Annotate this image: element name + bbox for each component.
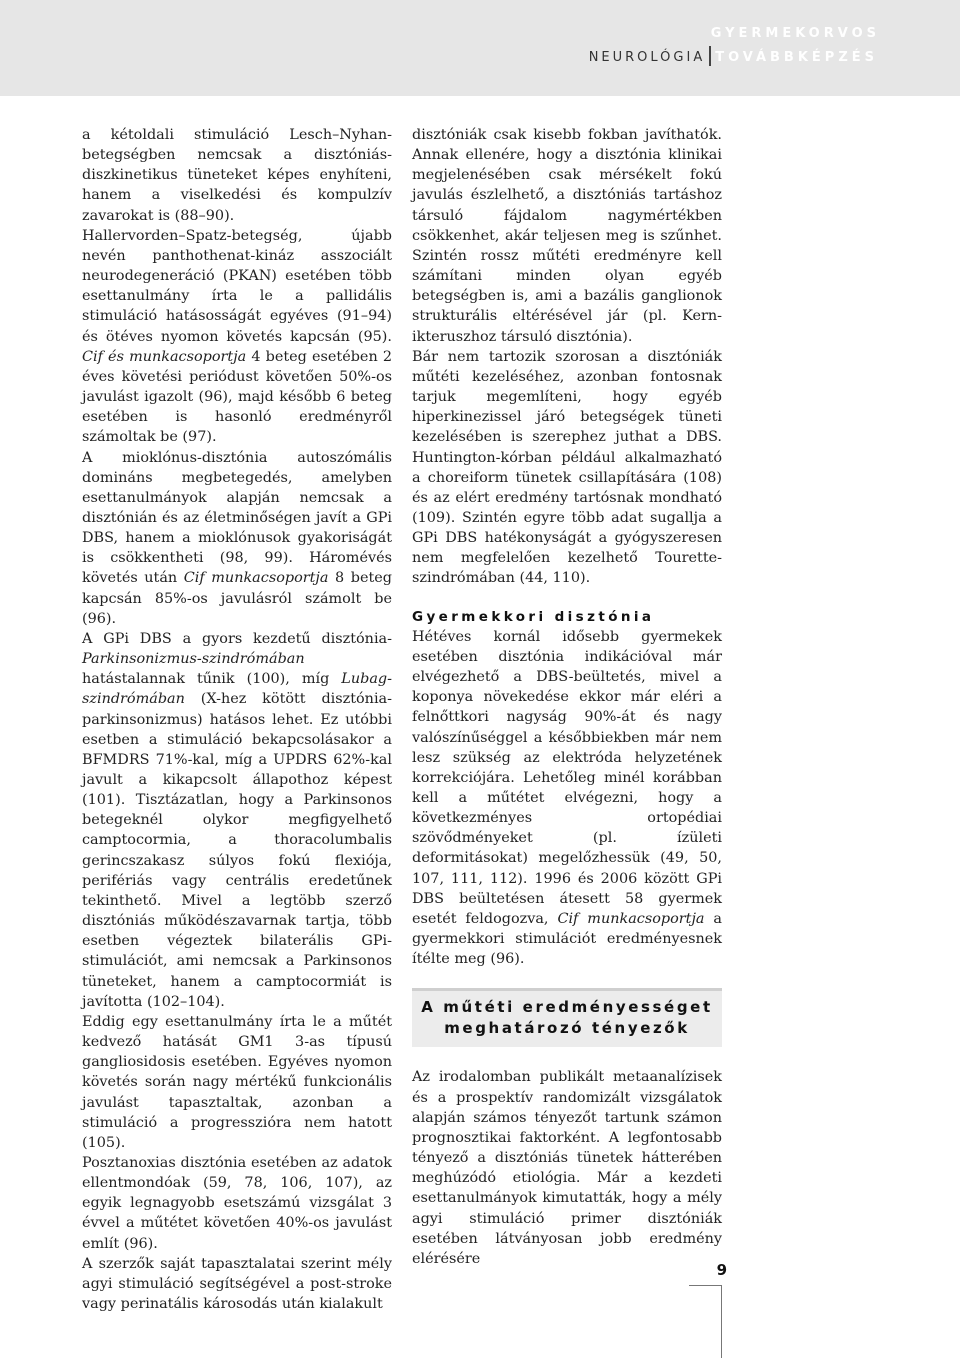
box-heading-line: A műtéti eredményességet [421,998,713,1017]
paragraph: Bár nem tartozik szorosan a disztóniák műtéti kezeléséhez, azonban fontosnak tarjuk megemlíteni, hogy egyéb hiperkinezissel járó betegségek tüneti kezelésében is szerephez juthat a DBS. Huntington-kórban például alkalmazható a choreiform tünetek csillapítására (108) és az elért eredmény tartósnak mondható (109). Szintén egyre több adat sugallja a GPi DBS hatékonyságát a gyógyszeresen nem megfelelően kezelhető Tourette-szindrómában (44, 110). [412,348,722,587]
paragraph: Hallervorden–Spatz-betegség, újabb nevén panthothenat-kináz asszociált neurodegeneráció (PKAN) esetében több esettanulmány írta le a pallidális stimuláció hatásosságát egyéves (91–94) és ötéves nyomon követés kapcsán (95). Cif és munkacsoportja 4 beteg esetében 2 éves követési periódust követően 50%-os javulást igazolt (96), majd később 6 beteg esetében is hasonló eredményről számoltak be (97). [82,227,392,446]
journal-title: GYERMEKORVOS [710,26,880,41]
page-number-rule-vertical [721,1285,722,1358]
paragraph: a kétoldali stimuláció Lesch–Nyhan-betegségben nemcsak a disztóniás-diszkinetikus tüneteket képes enyhíteni, hanem a viselkedési és kompulzív zavarokat is (88–90). [82,127,392,224]
section-heading-box [412,988,722,1047]
left-column [82,125,392,1314]
right-column [412,125,722,1269]
paragraph: disztóniák csak kisebb fokban javíthatók. Annak ellenére, hogy a disztónia klinikai megjelenésében csak mérsékelt fokú javulás észlelhető, a disztóniás tartáshoz társuló fájdalom nagymértékben csökkenhet, akár teljesen meg is szűnhet. Szintén rossz műtéti eredményre kell számítani minden olyan egyéb betegségben is, ami a bazális ganglionok strukturális eltérésével jár (pl. Kern-ikteruszhoz társuló disztónia). [412,127,722,345]
page-number-rule [689,1285,721,1286]
section-neurologia: NEUROLÓGIA [588,50,706,65]
header-divider [709,46,711,66]
paragraph: Hétéves kornál idősebb gyermekek esetében disztónia indikációval már elvégezhető a DBS-beültetés, mivel a koponya növekedése ekkor már eléri a felnőttkori nagyság 90%-át és nagy valószínűséggel a későbbiekben már nem lesz szükség az elektróda helyzetének korrekciójára. Lehetőleg minél korábban kell a műtétet elvégezni, hogy a következményes ortopédiai szövődményeket (pl. ízületi deformitásokat) megelőzhessük (49, 50, 107, 111, 112). 1996 és 2006 között GPi DBS beültetésen átesett 58 gyermek esetét feldogozva, Cif munkacsoportja a gyermekkori stimulációt eredményesnek ítélte meg (96). [412,628,722,968]
paragraph: A mioklónus-disztónia autoszómális domináns megbetegedés, amelyben esettanulmányok alapján nemcsak a disztónián és az életminőségen javít a GPi DBS, hanem a mioklónusok gyakoriságát is csökkentheti (98, 99). Háromévés követés után Cif munkacsoportja 8 beteg kapcsán 85%-os javulásról számolt be (96). [82,449,392,627]
page-number: 9 [716,1261,727,1279]
paragraph: A GPi DBS a gyors kezdetű disztónia-Parkinsonizmus-szindrómában hatástalannak tűnik (100), míg Lubag-szindrómában (X-hez kötött disztónia-parkinsonizmus) hatásos lehet. Ez utóbbi esetben a stimuláció bekapcsolásakor a BFMDRS 71%-kal, míg a UPDRS 62%-kal javult a kikapcsolt állapothoz képest (101). Tisztázatlan, hogy a Parkinsonos betegeknél olykor megfigyelhető camptocormia, a thoracolumbalis gerincszakasz súlyos fokú flexiója, perifériás vagy centrális eredetűnek tekinthető. Mivel a legtöbb szerző disztóniás működészavarnak tartja, több esetben végeztek bilaterális GPi-stimulációt, ami nemcsak a Parkinsonos tüneteket, hanem a camptocormiát is javította (102–104). [82,630,392,1010]
paragraph: Az irodalomban publikált metaanalízisek és a prospektív randomizált vizsgálatok alapján számos tényezőt tartunk számon prognosztikai faktorként. A legfontosabb tényező a disztóniás tünetek hátterében meghúzódó etiológia. Már a kezdeti esettanulmányok kimutatták, hogy a mély agyi stimuláció primer disztóniák esetében látványosan jobb eredmény elérésére [412,1069,722,1267]
paragraph: Posztanoxias disztónia esetében az adatok ellentmondóak (59, 78, 106, 107), az egyik legnagyobb esetszámú vizsgálat 3 évvel a műtétet követően 40%-os javulást említ (96). [82,1154,392,1252]
paragraph: A szerzők saját tapasztalatai szerint mély agyi stimuláció segítségével a post-stroke vagy perinatális károsodás után kialakult [82,1255,392,1313]
box-heading-line: meghatározó tényezők [444,1019,690,1038]
section-heading: Gyermekkori disztónia [412,608,655,625]
section-tovabbkepzes: TOVÁBBKÉPZÉS [715,50,878,65]
section-label [589,46,878,66]
paragraph: Eddig egy esettanulmány írta le a műtét kedvező hatását GM1 3-as típusú gangliosidosis esetében. Egyéves nyomon követés során nagy mértékű funkcionális javulást tapasztaltak, azonban a stimuláció a progresszióra nem hatott (105). [82,1013,392,1151]
journal-header [589,26,878,66]
